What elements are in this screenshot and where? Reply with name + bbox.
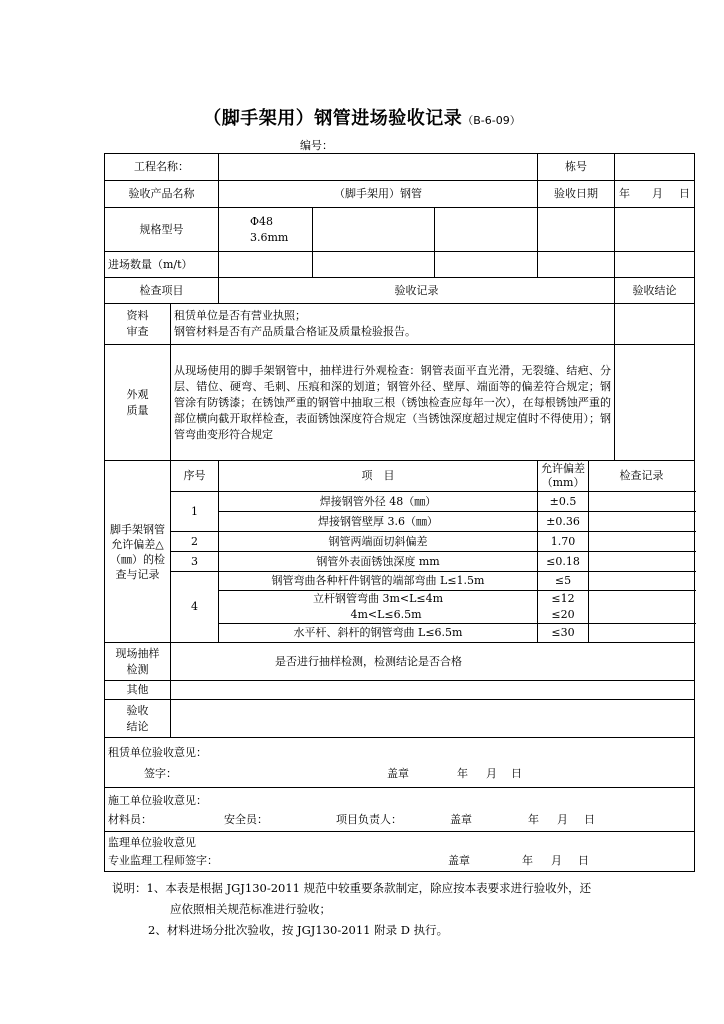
- other-value[interactable]: [171, 681, 695, 700]
- check-item-header: 检查项目: [105, 278, 219, 304]
- item-no-3: 3: [171, 552, 219, 572]
- building-no-value[interactable]: [615, 154, 695, 181]
- sampling-label: 现场抽样 检测: [105, 643, 171, 681]
- conclusion-label: 验收 结论: [105, 700, 171, 738]
- other-label: 其他: [105, 681, 171, 700]
- item-no-4: 4: [171, 572, 219, 643]
- item-record[interactable]: [589, 591, 695, 608]
- project-manager-label: 项目负责人：: [336, 812, 402, 826]
- item-record[interactable]: [589, 607, 695, 624]
- item-allowance: ±0.36: [538, 512, 589, 532]
- supervisor-sign-label: 专业监理工程师签字：: [108, 853, 218, 867]
- spec-label: 规格型号: [105, 208, 219, 252]
- date-month: 月: [652, 187, 664, 200]
- spec-diameter: Φ48: [250, 214, 274, 228]
- material-staff-label: 材料员：: [108, 812, 152, 826]
- material-review-text: 租赁单位是否有营业执照； 钢管材料是否有产品质量合格证及质量检验报告。: [171, 304, 615, 345]
- quantity-label: 进场数量（m/t）: [105, 252, 219, 278]
- material-review-result[interactable]: [615, 304, 695, 345]
- spec-value: [219, 208, 313, 252]
- item-allowance: ≤30: [538, 624, 589, 643]
- item-name: 钢管两端面切斜偏差: [219, 532, 538, 552]
- doc-number-label: 编号：: [300, 139, 333, 152]
- conclusion-value[interactable]: [171, 700, 695, 738]
- spec-cell-3[interactable]: [435, 208, 538, 252]
- item-record[interactable]: [589, 492, 695, 512]
- note-line-3: 2、材料进场分批次验收，按 JGJ130-2011 附录 D 执行。: [148, 923, 449, 937]
- sampling-text: 是否进行抽样检测，检测结论是否合格: [171, 643, 695, 681]
- quantity-cell-3[interactable]: [435, 252, 538, 278]
- date-year: 年: [619, 187, 631, 200]
- item-name: 钢管弯曲各种杆件钢管的端部弯曲 L≤1.5m: [219, 572, 538, 591]
- acceptance-date-label: 验收日期: [538, 181, 615, 208]
- quantity-cell-1[interactable]: [219, 252, 313, 278]
- item-name: 钢管外表面锈蚀深度 mm: [219, 552, 538, 572]
- quantity-cell-2[interactable]: [313, 252, 435, 278]
- supervisor-opinion-label: 监理单位验收意见: [108, 835, 196, 849]
- item-name: 焊接钢管外径 48（㎜）: [219, 492, 538, 512]
- project-name-value[interactable]: [219, 154, 538, 181]
- note-line-2: 应依照相关规范标准进行验收；: [170, 902, 331, 916]
- lessor-sign-label: 签字：: [144, 766, 177, 780]
- appearance-label: 外观 质量: [105, 345, 171, 461]
- note-line-1: 说明：1、本表是根据 JGJ130-2011 规范中较重要条款制定，除应按本表要求进行验收外，还: [112, 881, 592, 895]
- product-name-value: （脚手架用）钢管: [219, 181, 538, 208]
- product-name-label: 验收产品名称: [105, 181, 219, 208]
- check-result-header: 验收结论: [615, 278, 695, 304]
- contractor-opinion-block: 施工单位验收意见： 材料员： 安全员： 项目负责人： 盖章 年 月 日: [105, 788, 695, 832]
- supervisor-seal-label: 盖章: [448, 853, 470, 867]
- inspect-record-header: 检查记录: [589, 461, 695, 492]
- title-code: （B-6-09）: [462, 114, 521, 127]
- item-header: 项 目: [219, 461, 538, 492]
- contractor-seal-label: 盖章: [450, 812, 472, 826]
- notes: [112, 878, 591, 941]
- item-name: 4m<L≤6.5m: [219, 607, 538, 624]
- contractor-opinion-label: 施工单位验收意见：: [108, 793, 207, 807]
- quantity-cell-4[interactable]: [538, 252, 615, 278]
- item-record[interactable]: [589, 552, 695, 572]
- appearance-text: 从现场使用的脚手架钢管中，抽样进行外观检查：钢管表面平直光滑，无裂缝、结疤、分层、错位、硬弯、毛刺、压痕和深的划道；钢管外径、壁厚、端面等的偏差符合规定；钢管涂有防锈漆；在锈蚀严重的钢管中抽取三根（锈蚀检查应每年一次），在每根锈蚀严重的部位横向截开取样检查，表面锈蚀深度符合规定（当锈蚀深度超过规定值时不得使用）；钢管弯曲变形符合规定: [171, 345, 615, 461]
- quantity-cell-5[interactable]: [615, 252, 695, 278]
- item-allowance: 1.70: [538, 532, 589, 552]
- item-no-2: 2: [171, 532, 219, 552]
- item-record[interactable]: [589, 512, 695, 532]
- tolerance-section-label: 脚手架钢管允许偏差△（㎜）的检查与记录: [105, 461, 171, 643]
- check-record-header: 验收记录: [219, 278, 615, 304]
- date-day: 日: [679, 187, 691, 200]
- item-name: 水平杆、斜杆的钢管弯曲 L≤6.5m: [219, 624, 538, 643]
- lessor-opinion-label: 租赁单位验收意见：: [108, 745, 207, 759]
- item-allowance: ≤0.18: [538, 552, 589, 572]
- item-allowance: ≤20: [538, 607, 589, 624]
- seq-header: 序号: [171, 461, 219, 492]
- item-record[interactable]: [589, 532, 695, 552]
- item-name: 焊接钢管壁厚 3.6（㎜）: [219, 512, 538, 532]
- item-record[interactable]: [589, 572, 695, 591]
- spec-cell-2[interactable]: [313, 208, 435, 252]
- title-main: （脚手架用）钢管进场验收记录: [203, 108, 463, 129]
- material-review-label: 资料 审查: [105, 304, 171, 345]
- item-no-1: 1: [171, 492, 219, 532]
- item-name: 立杆钢管弯曲 3m<L≤4m: [219, 591, 538, 608]
- appearance-result[interactable]: [615, 345, 695, 461]
- acceptance-form-table: [104, 153, 695, 872]
- item-record[interactable]: [589, 624, 695, 643]
- safety-staff-label: 安全员：: [224, 812, 268, 826]
- acceptance-date-value[interactable]: [615, 181, 695, 208]
- building-no-label: 栋号: [538, 154, 615, 181]
- spec-cell-4[interactable]: [538, 208, 615, 252]
- lessor-seal-label: 盖章: [387, 766, 409, 780]
- allowance-header: 允许偏差 （mm）: [538, 461, 589, 492]
- item-allowance: ≤12: [538, 591, 589, 608]
- project-name-label: 工程名称：: [105, 154, 219, 181]
- supervisor-opinion-block: 监理单位验收意见 专业监理工程师签字： 盖章 年 月 日: [105, 832, 695, 872]
- item-allowance: ±0.5: [538, 492, 589, 512]
- item-allowance: ≤5: [538, 572, 589, 591]
- lessor-opinion-block: 租赁单位验收意见： 签字： 盖章 年 月 日: [105, 738, 695, 788]
- document-title: [0, 104, 724, 130]
- spec-cell-5[interactable]: [615, 208, 695, 252]
- spec-thickness: 3.6mm: [250, 230, 289, 244]
